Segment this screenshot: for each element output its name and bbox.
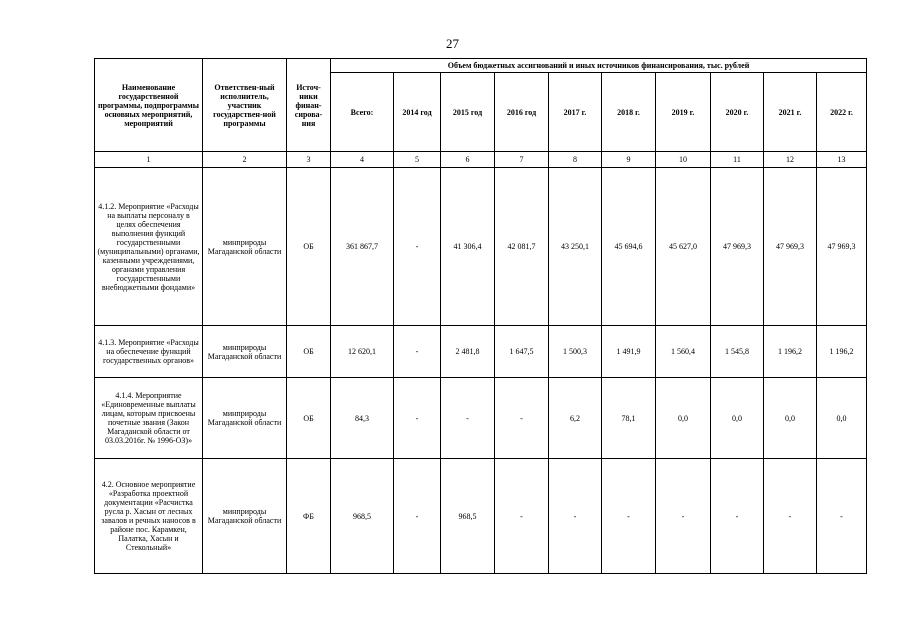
cell-2018: 1 491,9 [602,326,656,378]
column-number: 10 [656,152,711,168]
cell-2014: - [394,378,441,459]
cell-2020: 1 545,8 [711,326,764,378]
header-year-2021: 2021 г. [764,73,817,152]
header-year-2022: 2022 г. [817,73,867,152]
column-number: 8 [549,152,602,168]
cell-2022: 1 196,2 [817,326,867,378]
column-number: 4 [331,152,394,168]
cell-2020: - [711,459,764,574]
header-total: Всего: [331,73,394,152]
row-source: ОБ [287,378,331,459]
cell-2021: 1 196,2 [764,326,817,378]
row-executor: минприроды Магаданской области [203,168,287,326]
cell-2019: 1 560,4 [656,326,711,378]
cell-2014: - [394,459,441,574]
cell-2017: 43 250,1 [549,168,602,326]
column-number: 6 [441,152,495,168]
column-number: 2 [203,152,287,168]
row-executor: минприроды Магаданской области [203,326,287,378]
cell-2022: 0,0 [817,378,867,459]
cell-2014: - [394,326,441,378]
budget-table [94,58,867,574]
cell-2016: - [495,459,549,574]
header-year-2015: 2015 год [441,73,495,152]
cell-2021: - [764,459,817,574]
header-year-2014: 2014 год [394,73,441,152]
cell-2017: - [549,459,602,574]
header-year-2020: 2020 г. [711,73,764,152]
cell-2017: 6,2 [549,378,602,459]
table-row [95,378,867,459]
cell-2016: 1 647,5 [495,326,549,378]
header-executor: Ответствен-ный исполнитель, участник государствен-ной программы [203,59,287,152]
cell-2015: - [441,378,495,459]
cell-2018: - [602,459,656,574]
cell-2017: 1 500,3 [549,326,602,378]
column-number: 3 [287,152,331,168]
cell-2018: 45 694,6 [602,168,656,326]
column-number: 13 [817,152,867,168]
table-row [95,168,867,326]
row-source: ФБ [287,459,331,574]
cell-2019: - [656,459,711,574]
table-row [95,326,867,378]
column-number: 9 [602,152,656,168]
header-year-2019: 2019 г. [656,73,711,152]
header-funding-volume: Объем бюджетных ассигнований и иных источников финансирования, тыс. рублей [331,59,867,73]
row-source: ОБ [287,326,331,378]
table-row [95,459,867,574]
cell-2014: - [394,168,441,326]
cell-2019: 0,0 [656,378,711,459]
header-year-2016: 2016 год [495,73,549,152]
row-name: 4.1.2. Мероприятие «Расходы на выплаты персоналу в целях обеспечения выполнения функций государственными (муниципальными) органами, казенными учреждениями, органами управления государственными внебюджетными фондами» [95,168,203,326]
cell-2015: 2 481,8 [441,326,495,378]
row-executor: минприроды Магаданской области [203,378,287,459]
cell-2019: 45 627,0 [656,168,711,326]
cell-total: 84,3 [331,378,394,459]
header-program-name: Наименование государственной программы, подпрограммы основных мероприятий, мероприятий [95,59,203,152]
row-executor: минприроды Магаданской области [203,459,287,574]
cell-2015: 41 306,4 [441,168,495,326]
cell-total: 968,5 [331,459,394,574]
header-sources: Источ-ники финан-сирова-ния [287,59,331,152]
cell-2022: - [817,459,867,574]
header-year-2018: 2018 г. [602,73,656,152]
column-number: 11 [711,152,764,168]
cell-2021: 47 969,3 [764,168,817,326]
column-numbers-row [95,152,867,168]
row-source: ОБ [287,168,331,326]
cell-2016: 42 081,7 [495,168,549,326]
column-number: 1 [95,152,203,168]
cell-total: 361 867,7 [331,168,394,326]
row-name: 4.1.4. Мероприятие «Единовременные выплаты лицам, которым присвоены почетные звания (Закон Магаданской области от 03.03.2016г. № 1996-ОЗ)» [95,378,203,459]
row-name: 4.1.3. Мероприятие «Расходы на обеспечение функций государственных органов» [95,326,203,378]
cell-2020: 47 969,3 [711,168,764,326]
column-number: 12 [764,152,817,168]
cell-2021: 0,0 [764,378,817,459]
column-number: 7 [495,152,549,168]
column-number: 5 [394,152,441,168]
cell-total: 12 620,1 [331,326,394,378]
cell-2016: - [495,378,549,459]
cell-2020: 0,0 [711,378,764,459]
page-number: 27 [446,36,459,51]
row-name: 4.2. Основное мероприятие «Разработка проектной документации «Расчистка русла р. Хасын от лесных завалов и речных наносов в районе пос. Карамкен, Палатка, Хасын и Стекольный» [95,459,203,574]
cell-2022: 47 969,3 [817,168,867,326]
cell-2015: 968,5 [441,459,495,574]
header-year-2017: 2017 г. [549,73,602,152]
cell-2018: 78,1 [602,378,656,459]
